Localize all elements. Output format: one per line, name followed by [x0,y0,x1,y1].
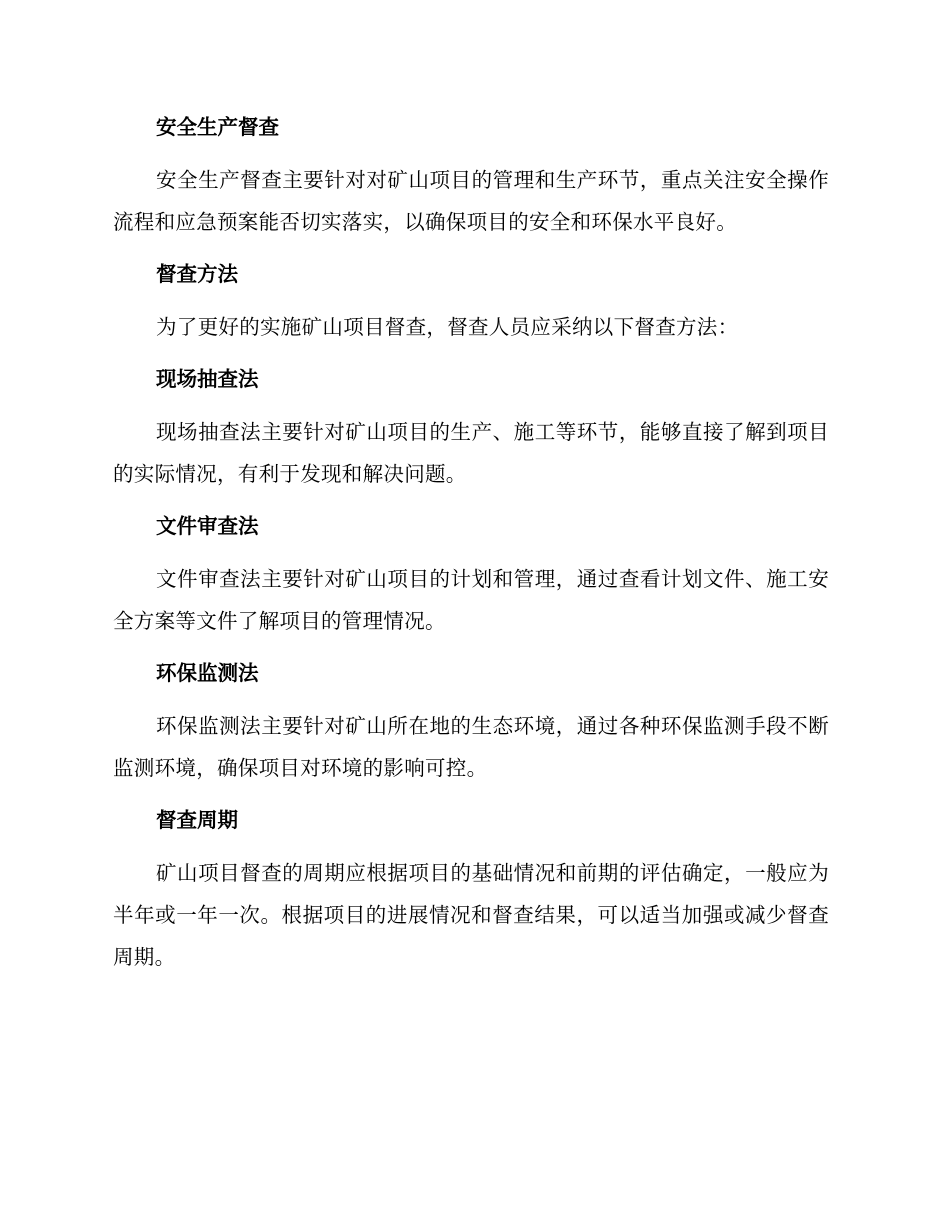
section-heading-document-review: 文件审查法 [156,514,259,538]
document-body [113,108,829,978]
section-paragraph-document-review: 文件审查法主要针对矿山项目的计划和管理，通过查看计划文件、施工安全方案等文件了解项目的管理情况。 [113,567,829,633]
section-heading-inspection-cycle: 督查周期 [156,808,238,832]
section-heading-onsite-spot-check: 现场抽查法 [156,367,259,391]
section-paragraph-safety-inspection: 安全生产督查主要针对对矿山项目的管理和生产环节，重点关注安全操作流程和应急预案能否切实落实，以确保项目的安全和环保水平良好。 [113,168,829,234]
section-paragraph-inspection-methods: 为了更好的实施矿山项目督查，督查人员应采纳以下督查方法： [156,315,739,339]
section-paragraph-onsite-spot-check: 现场抽查法主要针对矿山项目的生产、施工等环节，能够直接了解到项目的实际情况，有利于发现和解决问题。 [113,420,829,486]
section-heading-inspection-methods: 督查方法 [156,262,238,286]
section-heading-environmental-monitoring: 环保监测法 [156,661,259,685]
section-paragraph-inspection-cycle: 矿山项目督查的周期应根据项目的基础情况和前期的评估确定，一般应为半年或一年一次。根据项目的进展情况和督查结果，可以适当加强或减少督查周期。 [113,861,829,969]
section-heading-safety-inspection: 安全生产督查 [156,115,279,139]
section-paragraph-environmental-monitoring: 环保监测法主要针对矿山所在地的生态环境，通过各种环保监测手段不断监测环境，确保项目对环境的影响可控。 [113,714,829,780]
